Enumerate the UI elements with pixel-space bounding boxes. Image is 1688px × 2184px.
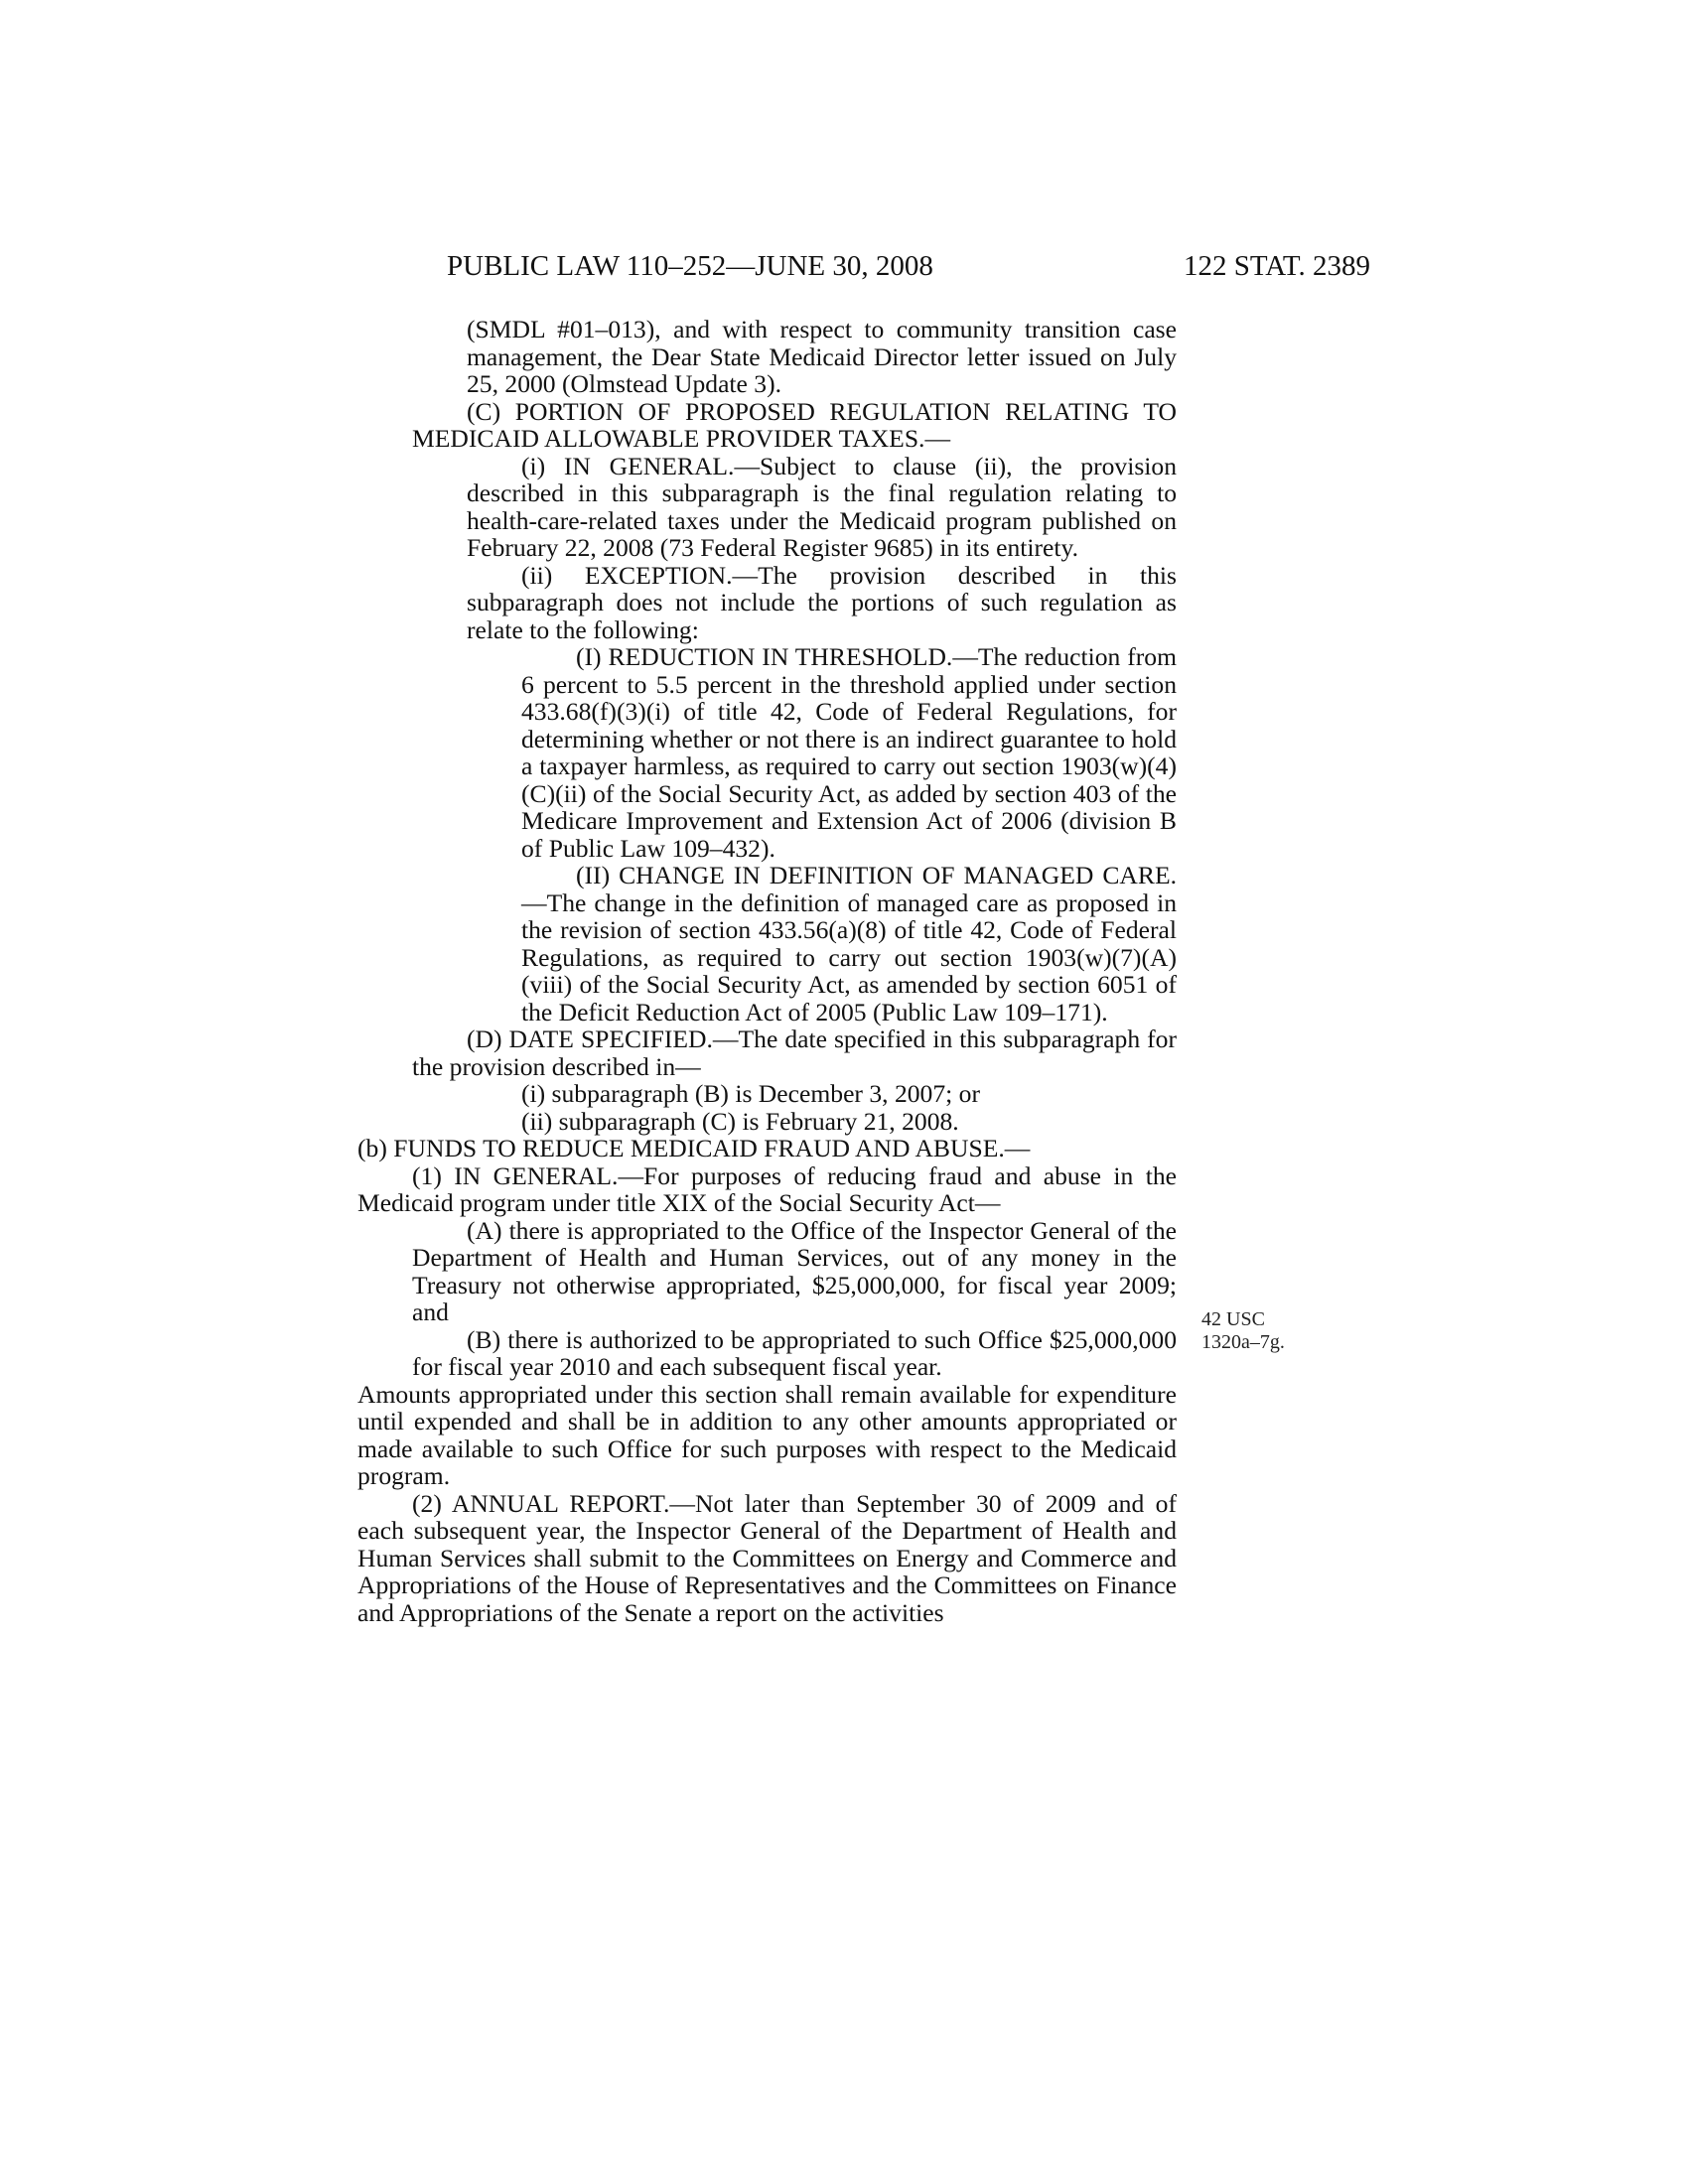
subsection-b-heading: (b) FUNDS TO REDUCE MEDICAID FRAUD AND ABUSE.— (357, 1134, 1031, 1162)
paragraph-smdl: (SMDL #01–013), and with respect to community transition case management, the Dear State Medicaid Director letter issued on July 25, 2000 (Olmstead Update 3). (467, 315, 1177, 398)
subclause-I: (I) REDUCTION IN THRESHOLD.—The reduction from 6 percent to 5.5 percent in the threshold applied under section 433.68(f)(3)(i) of title 42, Code of Federal Regulations, for determining whether or not there is an indirect guarantee to hold a taxpayer harmless, as required to carry out section 1903(w)(4)(C)(ii) of the Social Security Act, as added by section 403 of the Medicare Improvement and Extension Act of 2006 (division B of Public Law 109–432). (521, 642, 1177, 863)
clause-c-ii: (ii) EXCEPTION.—The provision described in this subparagraph does not include the portions of such regulation as relate to the following: (467, 560, 1177, 644)
header-page-number: 122 STAT. 2389 (1183, 250, 1370, 282)
statute-body (357, 316, 1177, 1626)
paragraph-b-1: (1) IN GENERAL.—For purposes of reducing fraud and abuse in the Medicaid program under title XIX of the Social Security Act— (357, 1160, 1177, 1217)
margin-citation (1201, 1308, 1285, 1354)
clause-d-ii: (ii) subparagraph (C) is February 21, 2008. (521, 1106, 959, 1136)
clause-d-i: (i) subparagraph (B) is December 3, 2007; or (521, 1079, 980, 1108)
subparagraph-d: (D) DATE SPECIFIED.—The date specified in this subparagraph for the provision described in— (412, 1024, 1177, 1081)
subparagraph-b-1-b: (B) there is authorized to be appropriated to such Office $25,000,000 for fiscal year 2010 and each subsequent fiscal year. (412, 1324, 1177, 1381)
subclause-II: (II) CHANGE IN DEFINITION OF MANAGED CARE.—The change in the definition of managed care as proposed in the revision of section 433.56(a)(8) of title 42, Code of Federal Regulations, as required to carry out section 1903(w)(7)(A)(viii) of the Social Security Act, as amended by section 6051 of the Deficit Reduction Act of 2005 (Public Law 109–171). (521, 861, 1177, 1026)
page-header (447, 246, 1370, 286)
paragraph-b-2: (2) ANNUAL REPORT.—Not later than September 30 of 2009 and of each subsequent year, the Inspector General of the Department of Health and Human Services shall submit to the Committees on Energy and Commerce and Appropriations of the House of Representatives and the Committees on Finance and Appropriations of the Senate a report on the activities (357, 1488, 1177, 1627)
subparagraph-b-1-a: (A) there is appropriated to the Office of the Inspector General of the Department of Health and Human Services, out of any money in the Treasury not otherwise appropriated, $25,000,000, for fiscal year 2009; and (412, 1215, 1177, 1326)
clause-c-i: (i) IN GENERAL.—Subject to clause (ii), the provision described in this subparagraph is the final regulation relating to health-care-related taxes under the Medicaid program published on February 22, 2008 (73 Federal Register 9685) in its entirety. (467, 451, 1177, 562)
paragraph-amounts: Amounts appropriated under this section shall remain available for expenditure until expended and shall be in addition to any other amounts appropriated or made available to such Office for such purposes with respect to the Medicaid program. (357, 1379, 1177, 1490)
header-title: PUBLIC LAW 110–252—JUNE 30, 2008 (447, 250, 933, 282)
margin-citation-line2: 1320a–7g. (1201, 1331, 1285, 1353)
subparagraph-c-heading: (C) PORTION OF PROPOSED REGULATION RELATING TO MEDICAID ALLOWABLE PROVIDER TAXES.— (412, 396, 1177, 453)
margin-citation-line1: 42 USC (1201, 1308, 1265, 1330)
